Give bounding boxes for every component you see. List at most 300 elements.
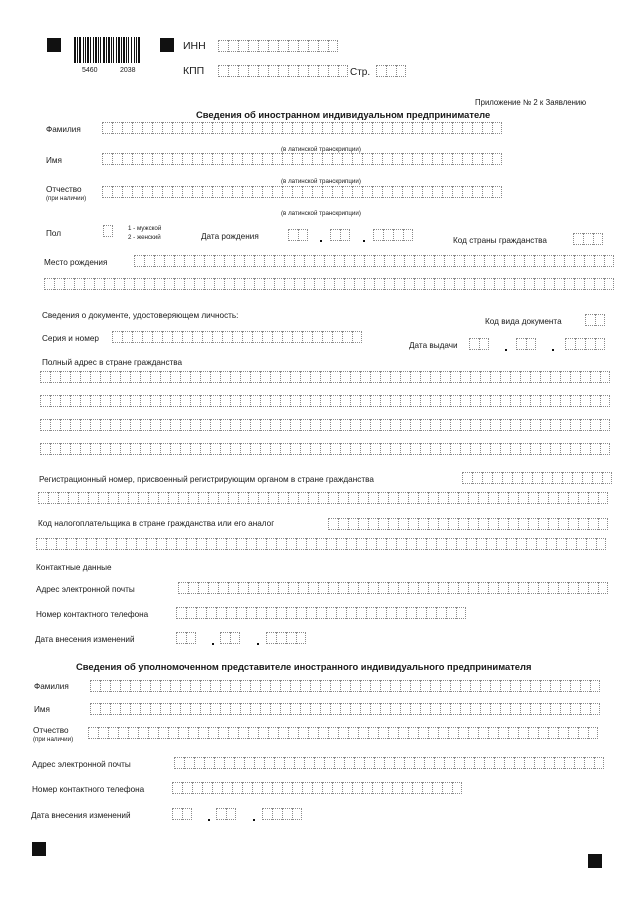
- char-cell[interactable]: [374, 278, 384, 290]
- char-cell[interactable]: [500, 680, 510, 692]
- char-cell[interactable]: [338, 492, 348, 504]
- char-cell[interactable]: [470, 703, 480, 715]
- char-cell[interactable]: [540, 703, 550, 715]
- char-cell[interactable]: [222, 331, 232, 343]
- char-cell[interactable]: [318, 727, 328, 739]
- char-cell[interactable]: [340, 229, 350, 241]
- char-cell[interactable]: [380, 395, 390, 407]
- char-cell[interactable]: [308, 40, 318, 52]
- char-cell[interactable]: [530, 395, 540, 407]
- char-cell[interactable]: [218, 582, 228, 594]
- char-cell[interactable]: [540, 443, 550, 455]
- char-cell[interactable]: [364, 255, 374, 267]
- char-cell[interactable]: [138, 492, 148, 504]
- char-cell[interactable]: [160, 443, 170, 455]
- char-cell[interactable]: [100, 703, 110, 715]
- char-cell[interactable]: [110, 443, 120, 455]
- char-cell[interactable]: [228, 582, 238, 594]
- char-cell[interactable]: [338, 65, 348, 77]
- char-cell[interactable]: [416, 538, 426, 550]
- char-cell[interactable]: [328, 492, 338, 504]
- char-cell[interactable]: [190, 680, 200, 692]
- char-cell[interactable]: [568, 492, 578, 504]
- char-cell[interactable]: [426, 607, 436, 619]
- char-cell[interactable]: [242, 782, 252, 794]
- char-cell[interactable]: [422, 122, 432, 134]
- rep-phone-field[interactable]: [172, 782, 462, 794]
- char-cell[interactable]: [402, 186, 412, 198]
- char-cell[interactable]: [172, 808, 182, 820]
- issue-day-field[interactable]: [469, 338, 489, 350]
- char-cell[interactable]: [438, 492, 448, 504]
- char-cell[interactable]: [418, 518, 428, 530]
- char-cell[interactable]: [573, 233, 583, 245]
- char-cell[interactable]: [482, 472, 492, 484]
- char-cell[interactable]: [240, 703, 250, 715]
- char-cell[interactable]: [350, 680, 360, 692]
- char-cell[interactable]: [230, 419, 240, 431]
- char-cell[interactable]: [522, 472, 532, 484]
- char-cell[interactable]: [112, 153, 122, 165]
- char-cell[interactable]: [190, 703, 200, 715]
- char-cell[interactable]: [376, 65, 386, 77]
- char-cell[interactable]: [372, 782, 382, 794]
- char-cell[interactable]: [518, 492, 528, 504]
- char-cell[interactable]: [214, 278, 224, 290]
- char-cell[interactable]: [454, 757, 464, 769]
- char-cell[interactable]: [186, 607, 196, 619]
- char-cell[interactable]: [240, 419, 250, 431]
- char-cell[interactable]: [162, 186, 172, 198]
- char-cell[interactable]: [588, 582, 598, 594]
- char-cell[interactable]: [458, 492, 468, 504]
- char-cell[interactable]: [600, 395, 610, 407]
- char-cell[interactable]: [196, 538, 206, 550]
- char-cell[interactable]: [324, 757, 334, 769]
- char-cell[interactable]: [468, 727, 478, 739]
- char-cell[interactable]: [478, 582, 488, 594]
- char-cell[interactable]: [258, 65, 268, 77]
- char-cell[interactable]: [464, 757, 474, 769]
- char-cell[interactable]: [288, 582, 298, 594]
- char-cell[interactable]: [528, 727, 538, 739]
- char-cell[interactable]: [348, 518, 358, 530]
- char-cell[interactable]: [170, 419, 180, 431]
- char-cell[interactable]: [46, 538, 56, 550]
- char-cell[interactable]: [534, 255, 544, 267]
- char-cell[interactable]: [514, 278, 524, 290]
- char-cell[interactable]: [496, 538, 506, 550]
- char-cell[interactable]: [270, 680, 280, 692]
- char-cell[interactable]: [548, 518, 558, 530]
- char-cell[interactable]: [340, 371, 350, 383]
- char-cell[interactable]: [526, 338, 536, 350]
- char-cell[interactable]: [50, 371, 60, 383]
- char-cell[interactable]: [380, 443, 390, 455]
- char-cell[interactable]: [528, 518, 538, 530]
- char-cell[interactable]: [346, 538, 356, 550]
- char-cell[interactable]: [302, 122, 312, 134]
- char-cell[interactable]: [44, 278, 54, 290]
- char-cell[interactable]: [202, 186, 212, 198]
- char-cell[interactable]: [154, 278, 164, 290]
- char-cell[interactable]: [402, 153, 412, 165]
- char-cell[interactable]: [86, 538, 96, 550]
- char-cell[interactable]: [286, 632, 296, 644]
- char-cell[interactable]: [400, 443, 410, 455]
- char-cell[interactable]: [358, 492, 368, 504]
- char-cell[interactable]: [103, 225, 113, 237]
- char-cell[interactable]: [390, 703, 400, 715]
- char-cell[interactable]: [480, 680, 490, 692]
- char-cell[interactable]: [508, 582, 518, 594]
- char-cell[interactable]: [486, 538, 496, 550]
- char-cell[interactable]: [398, 492, 408, 504]
- char-cell[interactable]: [190, 371, 200, 383]
- char-cell[interactable]: [248, 40, 258, 52]
- char-cell[interactable]: [80, 443, 90, 455]
- char-cell[interactable]: [384, 255, 394, 267]
- char-cell[interactable]: [418, 727, 428, 739]
- char-cell[interactable]: [70, 395, 80, 407]
- char-cell[interactable]: [406, 607, 416, 619]
- char-cell[interactable]: [248, 727, 258, 739]
- char-cell[interactable]: [228, 727, 238, 739]
- rep-surname-field[interactable]: [90, 680, 600, 692]
- char-cell[interactable]: [550, 703, 560, 715]
- char-cell[interactable]: [414, 255, 424, 267]
- char-cell[interactable]: [296, 538, 306, 550]
- char-cell[interactable]: [226, 538, 236, 550]
- char-cell[interactable]: [554, 278, 564, 290]
- char-cell[interactable]: [50, 419, 60, 431]
- char-cell[interactable]: [260, 703, 270, 715]
- char-cell[interactable]: [565, 338, 575, 350]
- char-cell[interactable]: [170, 443, 180, 455]
- char-cell[interactable]: [320, 371, 330, 383]
- char-cell[interactable]: [262, 186, 272, 198]
- char-cell[interactable]: [520, 443, 530, 455]
- char-cell[interactable]: [540, 371, 550, 383]
- char-cell[interactable]: [442, 122, 452, 134]
- char-cell[interactable]: [214, 757, 224, 769]
- char-cell[interactable]: [344, 278, 354, 290]
- char-cell[interactable]: [422, 782, 432, 794]
- char-cell[interactable]: [328, 65, 338, 77]
- char-cell[interactable]: [210, 703, 220, 715]
- char-cell[interactable]: [268, 727, 278, 739]
- char-cell[interactable]: [312, 186, 322, 198]
- char-cell[interactable]: [469, 338, 479, 350]
- char-cell[interactable]: [436, 607, 446, 619]
- char-cell[interactable]: [272, 782, 282, 794]
- char-cell[interactable]: [454, 255, 464, 267]
- char-cell[interactable]: [302, 186, 312, 198]
- char-cell[interactable]: [272, 153, 282, 165]
- char-cell[interactable]: [440, 680, 450, 692]
- char-cell[interactable]: [90, 443, 100, 455]
- char-cell[interactable]: [394, 278, 404, 290]
- char-cell[interactable]: [218, 492, 228, 504]
- char-cell[interactable]: [76, 538, 86, 550]
- char-cell[interactable]: [160, 395, 170, 407]
- char-cell[interactable]: [280, 443, 290, 455]
- char-cell[interactable]: [396, 538, 406, 550]
- char-cell[interactable]: [212, 153, 222, 165]
- char-cell[interactable]: [282, 153, 292, 165]
- char-cell[interactable]: [482, 122, 492, 134]
- char-cell[interactable]: [162, 153, 172, 165]
- char-cell[interactable]: [588, 492, 598, 504]
- char-cell[interactable]: [330, 419, 340, 431]
- char-cell[interactable]: [370, 443, 380, 455]
- char-cell[interactable]: [252, 331, 262, 343]
- char-cell[interactable]: [548, 727, 558, 739]
- char-cell[interactable]: [452, 153, 462, 165]
- char-cell[interactable]: [472, 186, 482, 198]
- char-cell[interactable]: [538, 727, 548, 739]
- char-cell[interactable]: [318, 492, 328, 504]
- char-cell[interactable]: [300, 443, 310, 455]
- char-cell[interactable]: [490, 703, 500, 715]
- char-cell[interactable]: [236, 538, 246, 550]
- char-cell[interactable]: [248, 582, 258, 594]
- char-cell[interactable]: [380, 680, 390, 692]
- char-cell[interactable]: [462, 122, 472, 134]
- char-cell[interactable]: [240, 680, 250, 692]
- char-cell[interactable]: [362, 153, 372, 165]
- inn-field[interactable]: [218, 40, 338, 52]
- char-cell[interactable]: [50, 443, 60, 455]
- char-cell[interactable]: [458, 518, 468, 530]
- char-cell[interactable]: [252, 122, 262, 134]
- char-cell[interactable]: [364, 757, 374, 769]
- char-cell[interactable]: [352, 122, 362, 134]
- char-cell[interactable]: [208, 492, 218, 504]
- patronymic-field[interactable]: [102, 186, 502, 198]
- char-cell[interactable]: [160, 419, 170, 431]
- char-cell[interactable]: [90, 680, 100, 692]
- char-cell[interactable]: [210, 371, 220, 383]
- char-cell[interactable]: [108, 727, 118, 739]
- char-cell[interactable]: [510, 371, 520, 383]
- char-cell[interactable]: [116, 538, 126, 550]
- char-cell[interactable]: [484, 757, 494, 769]
- char-cell[interactable]: [310, 680, 320, 692]
- email-field[interactable]: [178, 582, 608, 594]
- char-cell[interactable]: [292, 782, 302, 794]
- char-cell[interactable]: [178, 492, 188, 504]
- char-cell[interactable]: [148, 727, 158, 739]
- char-cell[interactable]: [322, 153, 332, 165]
- char-cell[interactable]: [308, 727, 318, 739]
- char-cell[interactable]: [494, 255, 504, 267]
- char-cell[interactable]: [548, 492, 558, 504]
- char-cell[interactable]: [318, 65, 328, 77]
- char-cell[interactable]: [364, 278, 374, 290]
- char-cell[interactable]: [508, 492, 518, 504]
- char-cell[interactable]: [350, 703, 360, 715]
- char-cell[interactable]: [500, 443, 510, 455]
- char-cell[interactable]: [278, 582, 288, 594]
- char-cell[interactable]: [370, 703, 380, 715]
- char-cell[interactable]: [188, 582, 198, 594]
- char-cell[interactable]: [290, 703, 300, 715]
- char-cell[interactable]: [254, 757, 264, 769]
- char-cell[interactable]: [472, 472, 482, 484]
- char-cell[interactable]: [200, 443, 210, 455]
- char-cell[interactable]: [298, 40, 308, 52]
- char-cell[interactable]: [422, 153, 432, 165]
- char-cell[interactable]: [222, 153, 232, 165]
- char-cell[interactable]: [290, 395, 300, 407]
- char-cell[interactable]: [560, 680, 570, 692]
- char-cell[interactable]: [440, 443, 450, 455]
- char-cell[interactable]: [504, 757, 514, 769]
- char-cell[interactable]: [230, 632, 240, 644]
- char-cell[interactable]: [410, 371, 420, 383]
- char-cell[interactable]: [220, 395, 230, 407]
- char-cell[interactable]: [262, 153, 272, 165]
- char-cell[interactable]: [373, 229, 383, 241]
- char-cell[interactable]: [50, 395, 60, 407]
- char-cell[interactable]: [332, 122, 342, 134]
- char-cell[interactable]: [432, 782, 442, 794]
- char-cell[interactable]: [220, 703, 230, 715]
- char-cell[interactable]: [110, 371, 120, 383]
- char-cell[interactable]: [368, 492, 378, 504]
- char-cell[interactable]: [468, 492, 478, 504]
- char-cell[interactable]: [194, 255, 204, 267]
- char-cell[interactable]: [598, 582, 608, 594]
- char-cell[interactable]: [340, 419, 350, 431]
- char-cell[interactable]: [328, 40, 338, 52]
- char-cell[interactable]: [340, 680, 350, 692]
- char-cell[interactable]: [392, 782, 402, 794]
- char-cell[interactable]: [514, 757, 524, 769]
- char-cell[interactable]: [232, 331, 242, 343]
- char-cell[interactable]: [352, 153, 362, 165]
- char-cell[interactable]: [192, 153, 202, 165]
- char-cell[interactable]: [604, 255, 614, 267]
- char-cell[interactable]: [302, 331, 312, 343]
- char-cell[interactable]: [400, 703, 410, 715]
- char-cell[interactable]: [450, 443, 460, 455]
- char-cell[interactable]: [288, 727, 298, 739]
- char-cell[interactable]: [250, 443, 260, 455]
- char-cell[interactable]: [578, 582, 588, 594]
- char-cell[interactable]: [310, 703, 320, 715]
- char-cell[interactable]: [126, 538, 136, 550]
- char-cell[interactable]: [260, 680, 270, 692]
- char-cell[interactable]: [482, 153, 492, 165]
- char-cell[interactable]: [550, 419, 560, 431]
- rep-patronymic-field[interactable]: [88, 727, 598, 739]
- char-cell[interactable]: [220, 371, 230, 383]
- char-cell[interactable]: [284, 255, 294, 267]
- char-cell[interactable]: [216, 607, 226, 619]
- char-cell[interactable]: [550, 680, 560, 692]
- rep-email-field[interactable]: [174, 757, 604, 769]
- char-cell[interactable]: [234, 278, 244, 290]
- char-cell[interactable]: [450, 680, 460, 692]
- char-cell[interactable]: [208, 582, 218, 594]
- address-field-2[interactable]: [40, 395, 610, 407]
- char-cell[interactable]: [100, 443, 110, 455]
- char-cell[interactable]: [452, 782, 462, 794]
- char-cell[interactable]: [262, 122, 272, 134]
- char-cell[interactable]: [479, 338, 489, 350]
- char-cell[interactable]: [252, 186, 262, 198]
- char-cell[interactable]: [80, 419, 90, 431]
- char-cell[interactable]: [280, 371, 290, 383]
- char-cell[interactable]: [228, 492, 238, 504]
- char-cell[interactable]: [200, 703, 210, 715]
- char-cell[interactable]: [292, 331, 302, 343]
- char-cell[interactable]: [500, 419, 510, 431]
- char-cell[interactable]: [90, 703, 100, 715]
- char-cell[interactable]: [358, 582, 368, 594]
- birth-place-field-2[interactable]: [44, 278, 614, 290]
- char-cell[interactable]: [466, 538, 476, 550]
- char-cell[interactable]: [212, 186, 222, 198]
- char-cell[interactable]: [460, 703, 470, 715]
- char-cell[interactable]: [88, 727, 98, 739]
- char-cell[interactable]: [520, 419, 530, 431]
- char-cell[interactable]: [224, 255, 234, 267]
- char-cell[interactable]: [60, 395, 70, 407]
- char-cell[interactable]: [464, 255, 474, 267]
- char-cell[interactable]: [354, 278, 364, 290]
- char-cell[interactable]: [74, 278, 84, 290]
- char-cell[interactable]: [492, 472, 502, 484]
- char-cell[interactable]: [594, 278, 604, 290]
- char-cell[interactable]: [366, 607, 376, 619]
- char-cell[interactable]: [320, 443, 330, 455]
- char-cell[interactable]: [544, 278, 554, 290]
- char-cell[interactable]: [388, 518, 398, 530]
- char-cell[interactable]: [474, 278, 484, 290]
- char-cell[interactable]: [584, 757, 594, 769]
- char-cell[interactable]: [574, 255, 584, 267]
- char-cell[interactable]: [310, 395, 320, 407]
- char-cell[interactable]: [132, 186, 142, 198]
- char-cell[interactable]: [366, 538, 376, 550]
- char-cell[interactable]: [336, 538, 346, 550]
- char-cell[interactable]: [190, 443, 200, 455]
- char-cell[interactable]: [538, 582, 548, 594]
- char-cell[interactable]: [326, 607, 336, 619]
- char-cell[interactable]: [396, 65, 406, 77]
- char-cell[interactable]: [288, 65, 298, 77]
- char-cell[interactable]: [100, 371, 110, 383]
- char-cell[interactable]: [350, 371, 360, 383]
- birth-day-field[interactable]: [288, 229, 308, 241]
- char-cell[interactable]: [498, 727, 508, 739]
- char-cell[interactable]: [446, 607, 456, 619]
- char-cell[interactable]: [340, 443, 350, 455]
- char-cell[interactable]: [204, 757, 214, 769]
- char-cell[interactable]: [260, 395, 270, 407]
- char-cell[interactable]: [182, 782, 192, 794]
- char-cell[interactable]: [434, 278, 444, 290]
- issue-month-field[interactable]: [516, 338, 536, 350]
- char-cell[interactable]: [354, 255, 364, 267]
- char-cell[interactable]: [150, 395, 160, 407]
- char-cell[interactable]: [120, 371, 130, 383]
- char-cell[interactable]: [400, 680, 410, 692]
- char-cell[interactable]: [70, 419, 80, 431]
